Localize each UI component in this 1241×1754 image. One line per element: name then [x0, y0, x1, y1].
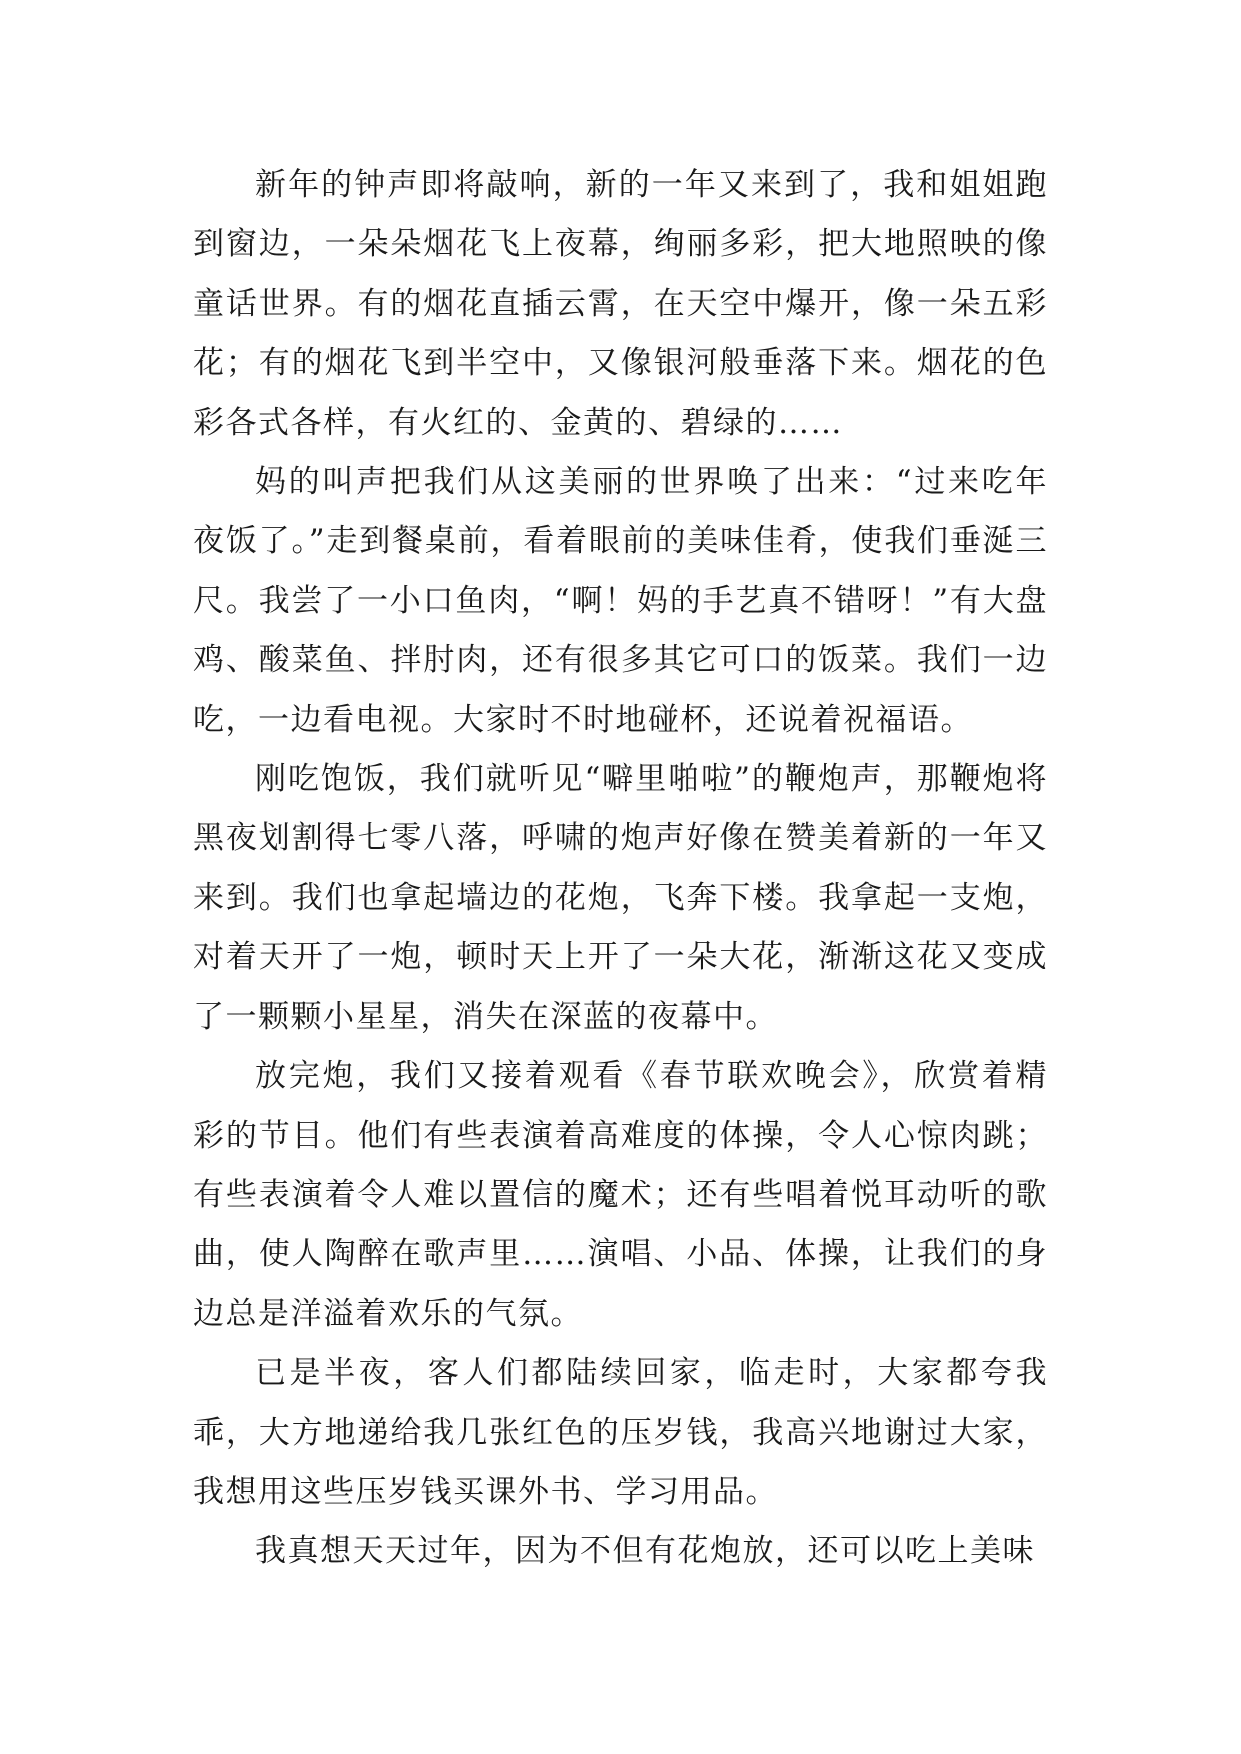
paragraph-firecrackers: 刚吃饱饭，我们就听见“噼里啪啦”的鞭炮声，那鞭炮将黑夜划割得七零八落，呼啸的炮声好像在赞美着新的一年又来到。我们也拿起墙边的花炮，飞奔下楼。我拿起一支炮，对着天开了一炮，顿时天上开了一朵大花，渐渐这花又变成了一颗颗小星星，消失在深蓝的夜幕中。	[193, 761, 1048, 1035]
essay-body	[193, 156, 1048, 1582]
paragraph-dinner: 妈的叫声把我们从这美丽的世界唤了出来：“过来吃年夜饭了。”走到餐桌前，看着眼前的美味佳肴，使我们垂涎三尺。我尝了一小口鱼肉，“啊！妈的手艺真不错呀！”有大盘鸡、酸菜鱼、拌肘肉，还有很多其它可口的饭菜。我们一边吃，一边看电视。大家时不时地碰杯，还说着祝福语。	[193, 464, 1048, 738]
paragraph-wish: 我真想天天过年，因为不但有花炮放，还可以吃上美味	[255, 1533, 1035, 1570]
paragraph-fireworks: 新年的钟声即将敲响，新的一年又来到了，我和姐姐跑到窗边，一朵朵烟花飞上夜幕，绚丽多彩，把大地照映的像童话世界。有的烟花直插云霄，在天空中爆开，像一朵五彩花；有的烟花飞到半空中，又像银河般垂落下来。烟花的色彩各式各样，有火红的、金黄的、碧绿的……	[193, 167, 1048, 441]
paragraph-red-envelopes: 已是半夜，客人们都陆续回家，临走时，大家都夸我乖，大方地递给我几张红色的压岁钱，我高兴地谢过大家，我想用这些压岁钱买课外书、学习用品。	[193, 1355, 1048, 1510]
paragraph-gala: 放完炮，我们又接着观看《春节联欢晚会》，欣赏着精彩的节目。他们有些表演着高难度的体操，令人心惊肉跳；有些表演着令人难以置信的魔术；还有些唱着悦耳动听的歌曲，使人陶醉在歌声里……演唱、小品、体操，让我们的身边总是洋溢着欢乐的气氛。	[193, 1058, 1048, 1332]
